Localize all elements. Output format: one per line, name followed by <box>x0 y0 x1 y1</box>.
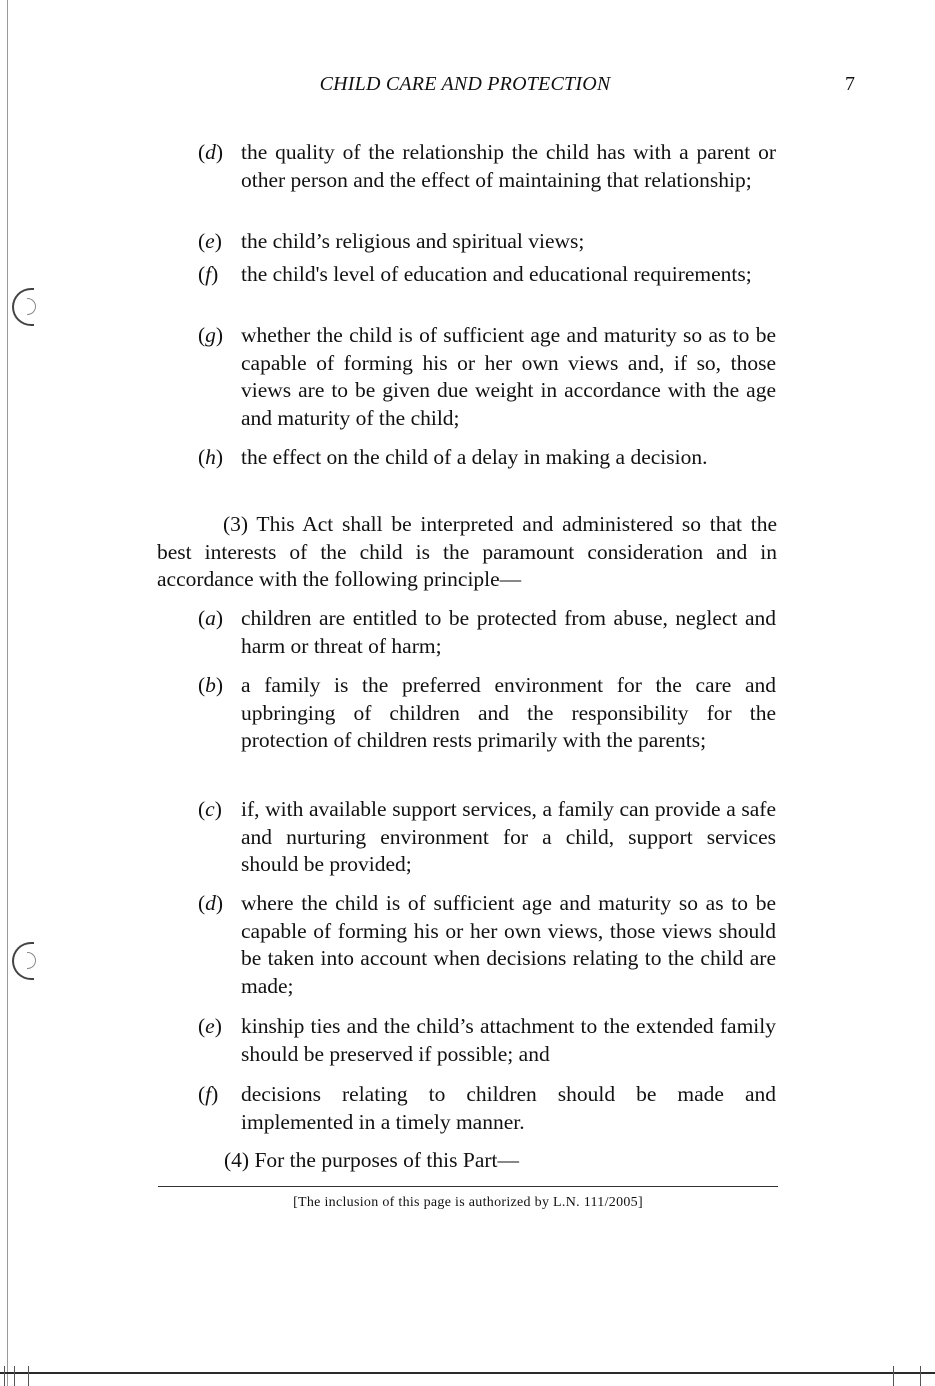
clause-label: (f) <box>198 262 219 286</box>
clause-text: if, with available support services, a family can provide a safe and nurturing environment for a child, support services should be provided; <box>241 797 776 876</box>
clause-text: the effect on the child of a delay in making a decision. <box>241 445 708 469</box>
edge-tick <box>920 1366 921 1386</box>
clause-label: (h) <box>198 445 224 469</box>
edge-tick <box>893 1366 894 1386</box>
left-margin-line <box>7 0 8 1386</box>
footer-authorization-note: [The inclusion of this page is authorized by L.N. 111/2005] <box>293 1195 643 1210</box>
clause-text: the child's level of education and educational requirements; <box>241 262 752 286</box>
principle-item <box>198 890 776 1000</box>
clause-item <box>198 139 776 194</box>
clause-text: kinship ties and the child’s attachment to the extended family should be preserved if possible; and <box>241 1014 776 1066</box>
clause-text: decisions relating to children should be made and implemented in a timely manner. <box>241 1082 776 1134</box>
clause-label: (b) <box>198 673 224 697</box>
clause-label: (c) <box>198 797 222 821</box>
clause-item <box>198 444 776 472</box>
principle-item <box>198 796 776 879</box>
running-header-title: CHILD CARE AND PROTECTION <box>319 73 611 95</box>
clause-text: a family is the preferred environment for the care and upbringing of children and the responsibility for the protection of children rests primarily with the parents; <box>241 673 776 752</box>
paragraph-3 <box>157 511 777 594</box>
bottom-edge-line <box>0 1372 935 1374</box>
principle-item <box>198 605 776 660</box>
clause-label: (f) <box>198 1082 219 1106</box>
page-number: 7 <box>845 73 855 95</box>
clause-item <box>198 228 776 256</box>
clause-label: (a) <box>198 606 224 630</box>
footer-rule <box>158 1186 778 1187</box>
clause-label: (e) <box>198 1014 222 1038</box>
binder-hole-bottom <box>12 942 34 980</box>
binder-hole-top <box>12 288 34 326</box>
clause-text: children are entitled to be protected from abuse, neglect and harm or threat of harm; <box>241 606 776 658</box>
principle-item <box>198 1013 776 1068</box>
paragraph-4 <box>224 1147 776 1175</box>
clause-label: (g) <box>198 323 224 347</box>
clause-text: the child’s religious and spiritual views; <box>241 229 585 253</box>
principle-item <box>198 1081 776 1136</box>
clause-item <box>198 261 776 289</box>
edge-tick <box>4 1366 5 1386</box>
clause-text: the quality of the relationship the child has with a parent or other person and the effect of maintaining that relationship; <box>241 140 776 192</box>
clause-text: whether the child is of sufficient age and maturity so as to be capable of forming his or her own views and, if so, those views are to be given due weight in accordance with the age and maturity of the child; <box>241 323 776 430</box>
edge-tick <box>14 1366 15 1386</box>
edge-tick <box>28 1366 29 1386</box>
clause-label: (e) <box>198 229 222 253</box>
clause-item <box>198 322 776 432</box>
paragraph-text: (3) This Act shall be interpreted and administered so that the best interests of the child is the paramount consideration and in accordance with the following principle— <box>157 512 777 591</box>
clause-label: (d) <box>198 891 224 915</box>
clause-text: where the child is of sufficient age and maturity so as to be capable of forming his or her own views, those views should be taken into account when decisions relating to the child are made; <box>241 891 776 998</box>
principle-item <box>198 672 776 755</box>
clause-label: (d) <box>198 140 224 164</box>
paragraph-text: (4) For the purposes of this Part— <box>224 1148 519 1172</box>
